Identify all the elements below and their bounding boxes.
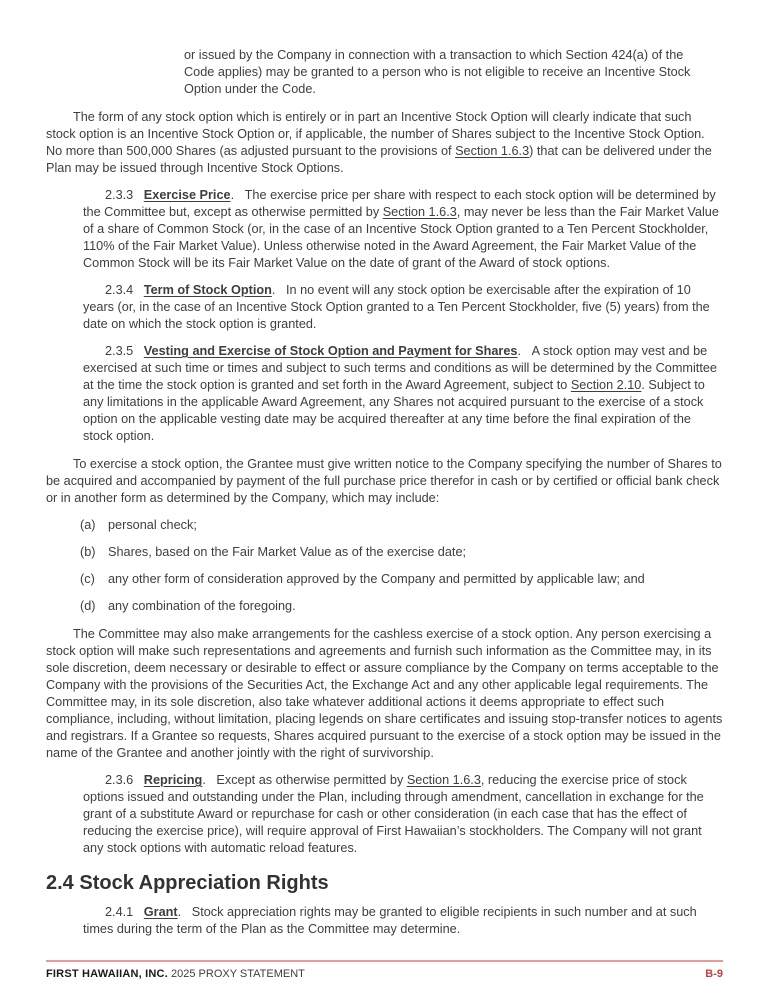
section-heading-2-4: 2.4 Stock Appreciation Rights (46, 872, 329, 894)
subsection-title: Term of Stock Option (143, 283, 272, 297)
list-item-text: personal check; (108, 518, 197, 532)
paragraph-text: . In no event will any stock option be exercisable after the expiration of 10 years (or, in the case of an Incentive Stock Option granted to a Ten Percent Stockholder, five (5) years) from the date on which the stock option is granted. (83, 283, 710, 331)
paragraph-text: . Stock appreciation rights may be granted to eligible recipients in such number and at such times during the term of the Plan as the Committee may determine. (83, 905, 697, 936)
subsection-number: 2.4.1 (105, 905, 144, 919)
footer-rule (46, 960, 723, 962)
subsection-2-3-6 (83, 772, 723, 857)
paragraph-text: , may never be less than the Fair Market Value of a share of Common Stock (or, in the case of an Incentive Stock Option granted to a Ten Percent Stockholder, 110% of the Fair Market Value). Unless otherwise noted in the Award Agreement, the Fair Market Value of the Common Stock will be its Fair Market Value on the date of grant of the Award of stock options. (83, 205, 719, 270)
paragraph-text: or issued by the Company in connection with a transaction to which Section 424(a) of the Code applies) may be granted to a person who is not eligible to receive an Incentive Stock Option under the Code. (184, 48, 691, 96)
paragraph (46, 109, 723, 177)
subsection-number: 2.3.6 (105, 773, 144, 787)
subsection-2-3-4 (83, 282, 723, 333)
section-reference: Section 1.6.3 (455, 144, 530, 158)
section-reference: Section 1.6.3 (382, 205, 457, 219)
section-reference: Section 2.10 (570, 378, 642, 392)
subsection-2-4-1 (83, 904, 723, 938)
paragraph-text: . The exercise price per share with respect to each stock option will be determined by the Committee but, except as otherwise permitted by (83, 188, 716, 219)
subsection-number: 2.3.4 (105, 283, 144, 297)
subsection-title: Grant (143, 905, 178, 919)
subsection-title: Exercise Price (143, 188, 231, 202)
paragraph-continuation (184, 47, 707, 98)
paragraph-text: The Committee may also make arrangements for the cashless exercise of a stock option. Any person exercising a stock option will make such representations and agreements and furnish such information as the Committee may, in its sole discretion, deem necessary or desirable to effect or assure compliance by the Company on terms acceptable to the Company with the provisions of the Securities Act, the Exchange Act and any other applicable legal requirements. The Committee may, in its sole discretion, also take whatever additional actions it deems appropriate to effect such compliance, including, without limitation, placing legends on share certificates and issuing stop-transfer notices to agents and registrars. If a Grantee so requests, Shares acquired pursuant to the exercise of a stock option may be issued in the name of the Grantee and another jointly with the right of survivorship. (46, 627, 723, 760)
subsection-2-3-3 (83, 187, 723, 272)
list-item-letter: (a) (80, 518, 96, 532)
paragraph-text: . A stock option may vest and be exercised at such time or times and subject to such terms and conditions as will be determined by the Committee at the time the stock option is granted and set forth in the Award Agreement, subject to (83, 344, 717, 392)
footer-page-number: B-9 (705, 968, 723, 980)
footer-company-name: FIRST HAWAIIAN, INC. (46, 968, 168, 980)
list-item-c (80, 571, 723, 588)
paragraph-text: . Except as otherwise permitted by (202, 773, 407, 787)
list-item-d (80, 598, 723, 615)
list-item-text: any combination of the foregoing. (108, 599, 296, 613)
paragraph-text: To exercise a stock option, the Grantee must give written notice to the Company specifying the number of Shares to be acquired and accompanied by payment of the full purchase price therefor in cash or by certified or official bank check or in another form as determined by the Company, which may include: (46, 457, 722, 505)
paragraph (46, 456, 723, 507)
subsection-number: 2.3.3 (105, 188, 144, 202)
subsection-number: 2.3.5 (105, 344, 144, 358)
list-item-a (80, 517, 723, 534)
paragraph-text: The form of any stock option which is entirely or in part an Incentive Stock Option will clearly indicate that such stock option is an Incentive Stock Option or, if applicable, the number of Shares subject to the Incentive Stock Option. No more than 500,000 Shares (as adjusted pursuant to the provisions of (46, 110, 705, 158)
list-item-text: any other form of consideration approved by the Company and permitted by applicable law; and (108, 572, 645, 586)
paragraph-text: , reducing the exercise price of stock options issued and outstanding under the Plan, including through amendment, cancellation in exchange for the grant of a substitute Award or repurchase for cash or other consideration (in each case that has the effect of reducing the exercise price), will require approval of First Hawaiian’s stockholders. The Company will not grant any stock options with automatic reload features. (83, 773, 704, 855)
paragraph-text: ) that can be delivered under the Plan may be issued through Incentive Stock Options. (46, 144, 712, 175)
subsection-2-3-5 (83, 343, 723, 445)
list-item-b (80, 544, 723, 561)
subsection-title: Repricing (143, 773, 203, 787)
section-reference: Section 1.6.3 (406, 773, 481, 787)
footer-title (46, 968, 305, 981)
paragraph-text: . Subject to any limitations in the applicable Award Agreement, any Shares not acquired pursuant to the exercise of a stock option on the applicable vesting date may be acquired thereafter at any time before the final expiration of the stock option. (83, 378, 705, 443)
subsection-title: Vesting and Exercise of Stock Option and Payment for Shares (143, 344, 518, 358)
paragraph (46, 626, 723, 762)
list-item-text: Shares, based on the Fair Market Value as of the exercise date; (108, 545, 467, 559)
list-item-letter: (b) (80, 545, 96, 559)
footer-statement-label: 2025 PROXY STATEMENT (167, 968, 305, 980)
list-item-letter: (d) (80, 599, 96, 613)
list-item-letter: (c) (80, 572, 95, 586)
page-footer (46, 960, 723, 981)
